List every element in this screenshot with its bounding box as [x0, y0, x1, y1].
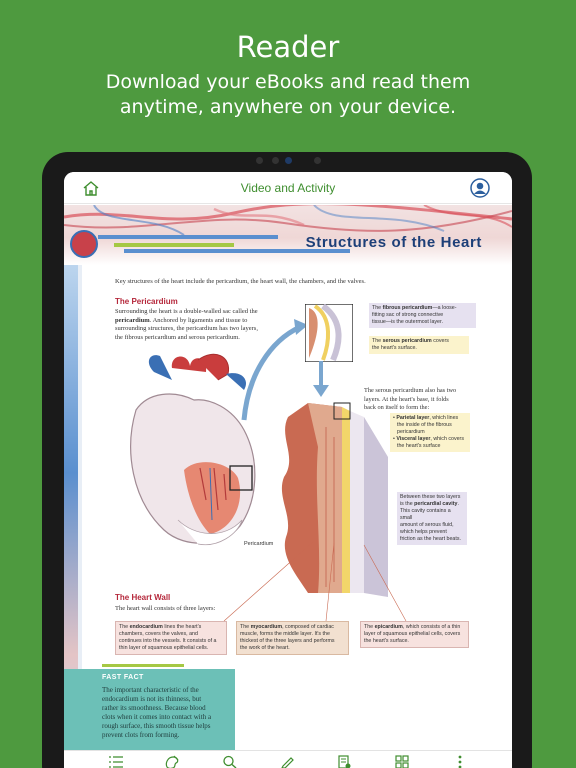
search-icon[interactable]	[222, 755, 238, 768]
sensor-dot	[314, 157, 321, 164]
callout-line	[372, 338, 466, 345]
chapter-badge-icon	[70, 230, 98, 258]
callout-line: the heart's surface.	[372, 345, 417, 351]
leader-lines	[214, 535, 434, 625]
banner-stripe	[114, 243, 234, 247]
fact-line: clots when it comes into contact with a	[102, 713, 212, 721]
callout-text: , which lines	[429, 415, 459, 421]
callout-line	[372, 305, 473, 312]
callout-epicardium	[360, 621, 469, 648]
fact-line: endocardium is not its thinness, but	[102, 695, 202, 703]
fact-line: rather its smoothness. Because blood	[102, 704, 206, 712]
callout-serous	[369, 336, 469, 354]
callout-endocardium	[115, 621, 227, 655]
callout-line: continues into the vessels. It consists of a	[119, 638, 217, 644]
callout-line	[400, 501, 464, 508]
fast-fact-heading: FAST FACT	[102, 674, 144, 681]
callout-line	[119, 624, 223, 631]
callout-line: • Visceral layer, which covers	[393, 436, 464, 442]
callout-line: amount of serous fluid,	[400, 522, 454, 528]
callout-line: layer of squamous epithelial cells, covers	[364, 631, 461, 637]
callout-layers	[390, 413, 470, 452]
body-line: Surrounding the heart is a double-walled sac called the	[115, 308, 258, 315]
promo-title: Reader	[236, 30, 340, 64]
reader-toolbar	[64, 750, 512, 768]
promo-subtitle-line-1: Download your eBooks and read them	[105, 71, 471, 93]
pericardium-label: Pericardium	[244, 541, 274, 547]
callout-line: fitting sac of strong connective	[372, 312, 444, 318]
bold-term: Visceral layer	[396, 436, 431, 442]
body-line: back on itself to form the:	[364, 404, 430, 411]
more-icon[interactable]	[452, 755, 468, 768]
fact-line: prevent clots from forming.	[102, 731, 180, 739]
list-icon[interactable]	[108, 755, 124, 768]
callout-line: chambers, covers the valves, and	[119, 631, 198, 637]
callout-text: The	[372, 338, 383, 344]
bold-term: pericardium	[115, 316, 150, 324]
callout-line: Between these two layers	[400, 494, 461, 500]
callout-text: The	[364, 624, 375, 630]
heart-wall-intro: The heart wall consists of three layers:	[115, 605, 216, 612]
callout-line: muscle, forms the middle layer. It's the	[240, 631, 330, 637]
app-screen	[64, 172, 512, 768]
app-header	[64, 172, 512, 204]
callout-text: is the	[400, 501, 415, 507]
serous-folds-text	[364, 387, 484, 413]
bold-term: myocardium	[250, 624, 283, 630]
callout-line: pericardium	[397, 429, 425, 435]
fact-line: rough surface, this smooth tissue helps	[102, 722, 211, 730]
page-title: Video and Activity	[240, 181, 336, 195]
down-arrow	[310, 361, 332, 399]
callout-fibrous	[369, 303, 476, 328]
promo-subtitle	[0, 70, 576, 120]
body-line: the fibrous pericardium and serous pericardium.	[115, 333, 240, 341]
chapter-heading: Structures of the Heart	[305, 234, 482, 251]
callout-line: the work of the heart.	[240, 645, 290, 651]
intro-text: Key structures of the heart include the pericardium, the heart wall, the chambers, and the valves.	[115, 278, 366, 285]
pen-icon[interactable]	[280, 755, 296, 768]
callout-text: —a loose-	[432, 305, 457, 311]
section-heading-heart-wall: The Heart Wall	[115, 593, 171, 602]
callout-line: the inside of the fibrous	[397, 422, 452, 428]
callout-line: which helps prevent	[400, 529, 447, 535]
callout-myocardium	[236, 621, 349, 655]
callout-line	[240, 624, 345, 631]
callout-text: , composed of cardiac	[282, 624, 334, 630]
sensor-dot	[272, 157, 279, 164]
callout-line	[364, 624, 465, 631]
palette-icon[interactable]	[164, 755, 180, 768]
camera-dot	[285, 157, 292, 164]
callout-line: thin layer of squamous epithelial cells.	[119, 645, 209, 651]
body-line: layers. At the heart's base, it folds	[364, 395, 449, 403]
callout-text: The	[240, 624, 251, 630]
callout-text: lines the heart's	[162, 624, 202, 630]
fast-fact-bar	[102, 664, 184, 667]
callout-line: friction as the heart beats.	[400, 536, 461, 542]
fibrous-detail-image	[305, 304, 353, 362]
profile-icon[interactable]	[470, 178, 490, 198]
callout-line: tissue—is the outermost layer.	[372, 319, 443, 325]
callout-line: This cavity contains a small	[400, 508, 451, 521]
promo-subtitle-line-2: anytime, anywhere on your device.	[119, 96, 457, 118]
bold-term: serous pericardium	[382, 338, 432, 344]
bold-term: endocardium	[129, 624, 163, 630]
sensor-dot	[256, 157, 263, 164]
notes-icon[interactable]	[336, 755, 352, 768]
callout-text: The	[372, 305, 383, 311]
grid-icon[interactable]	[394, 755, 410, 768]
bold-term: fibrous pericardium	[382, 305, 433, 311]
chapter-banner	[64, 205, 512, 265]
bold-term: pericardial cavity	[414, 501, 458, 507]
callout-line: the heart's surface.	[364, 638, 409, 644]
bold-term: epicardium	[374, 624, 403, 630]
body-line: surrounding structures, the pericardium has two layers,	[115, 325, 258, 332]
callout-text: covers	[431, 338, 449, 344]
ebook-page[interactable]	[64, 205, 512, 750]
callout-text: The	[119, 624, 130, 630]
banner-stripe	[98, 235, 278, 239]
fact-line: The important characteristic of the	[102, 686, 199, 694]
callout-line: the heart's surface	[397, 443, 441, 449]
bold-term: Parietal layer	[396, 415, 430, 421]
callout-text: , which covers	[430, 436, 464, 442]
callout-line: thickest of the three layers and performs	[240, 638, 335, 644]
section-heading-pericardium: The Pericardium	[115, 297, 178, 306]
callout-line: • Parietal layer, which lines	[393, 415, 459, 421]
callout-text: , which consists of a thin	[402, 624, 461, 630]
fast-fact-body	[102, 686, 230, 740]
callout-text: .	[457, 501, 459, 507]
body-text: . Anchored by ligaments and tissue to	[149, 316, 248, 324]
body-line: The serous pericardium also has two	[364, 387, 457, 394]
